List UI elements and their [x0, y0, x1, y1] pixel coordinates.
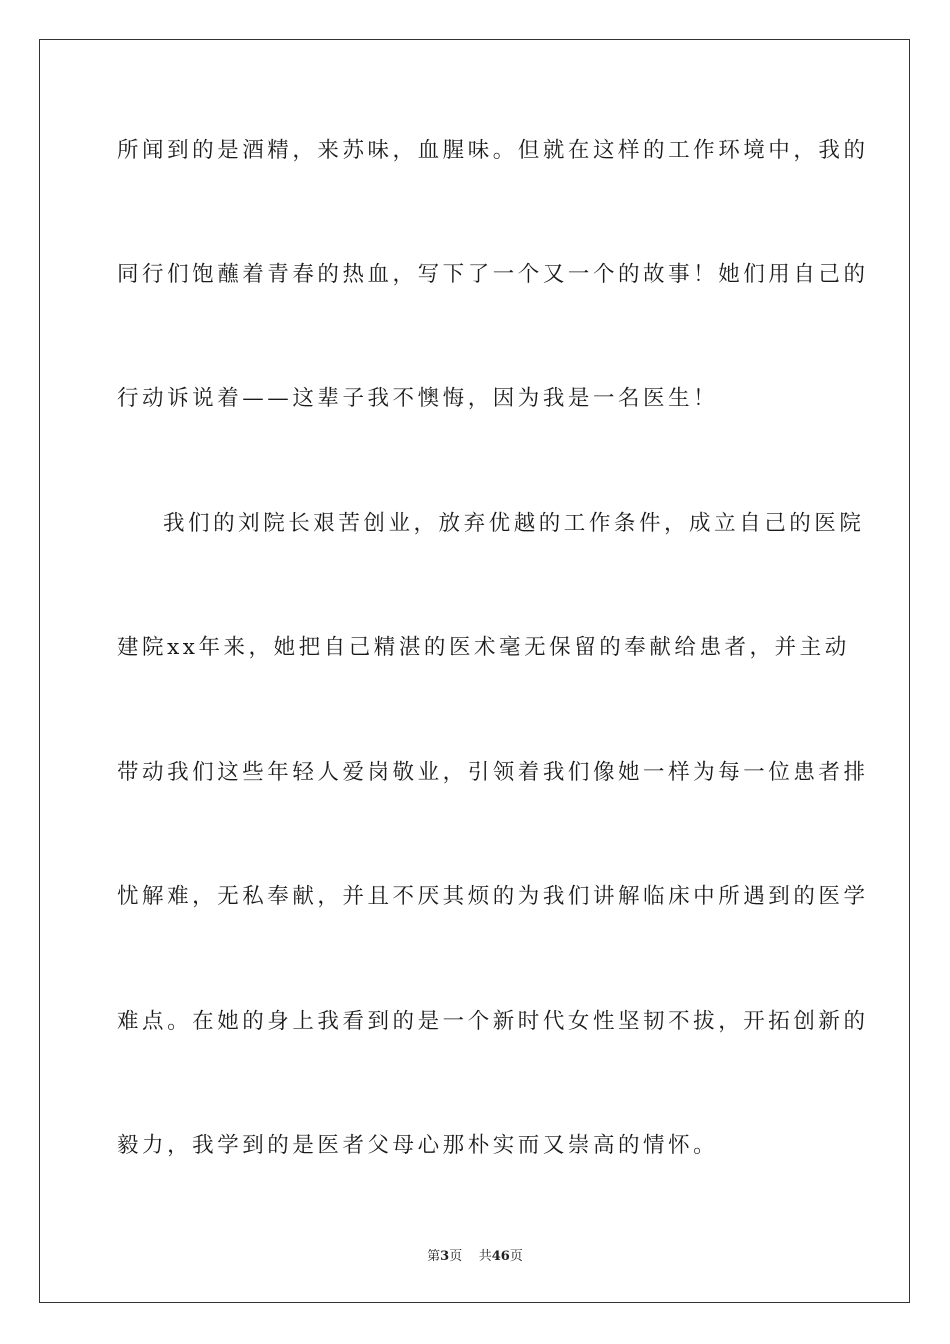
- page-footer: [0, 1248, 950, 1266]
- body-line-1: 所闻到的是酒精，来苏味，血腥味。但就在这样的工作环境中，我的: [117, 138, 869, 163]
- footer-page-suffix: 页: [449, 1249, 463, 1264]
- footer-total-suffix: 页: [509, 1249, 523, 1264]
- body-line-8: 难点。在她的身上我看到的是一个新时代女性坚韧不拔，开拓创新的: [117, 1009, 869, 1034]
- body-line-7: 忧解难，无私奉献，并且不厌其烦的为我们讲解临床中所遇到的医学: [117, 884, 869, 909]
- body-line-4: 我们的刘院长艰苦创业，放弃优越的工作条件，成立自己的医院: [163, 511, 865, 536]
- body-line-2: 同行们饱蘸着青春的热血，写下了一个又一个的故事！她们用自己的: [117, 262, 869, 287]
- footer-total-pages: 46: [491, 1249, 510, 1264]
- body-line-9: 毅力，我学到的是医者父母心那朴实而又崇高的情怀。: [117, 1133, 719, 1158]
- footer-page-prefix: 第: [427, 1249, 441, 1264]
- body-line-3: 行动诉说着——这辈子我不懊悔，因为我是一名医生！: [117, 386, 719, 411]
- footer-page-number: 3: [440, 1249, 450, 1264]
- page-frame: [39, 39, 910, 1303]
- footer-total-prefix: 共: [478, 1249, 492, 1264]
- body-line-5: 建院xx年来，她把自己精湛的医术毫无保留的奉献给患者，并主动: [117, 635, 850, 660]
- body-line-6: 带动我们这些年轻人爱岗敬业，引领着我们像她一样为每一位患者排: [117, 760, 869, 785]
